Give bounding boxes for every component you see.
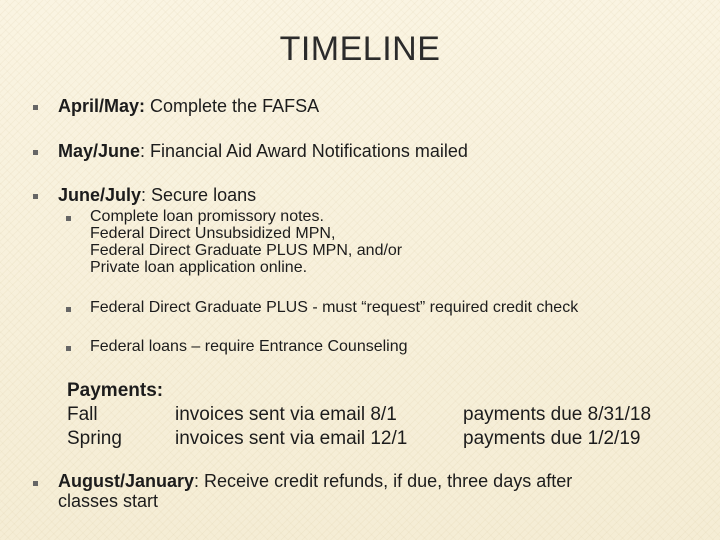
bullet-text-continued: classes start bbox=[58, 491, 159, 511]
bullet-text: : Receive credit refunds, if due, three days after bbox=[194, 471, 573, 491]
payments-invoice-spring: invoices sent via email 12/1 bbox=[175, 428, 408, 449]
sub-bullet-line: Federal Direct Graduate PLUS MPN, and/or bbox=[90, 242, 403, 259]
payments-term-spring: Spring bbox=[67, 428, 122, 449]
bullet-marker bbox=[33, 478, 38, 488]
payments-due-spring: payments due 1/2/19 bbox=[463, 428, 641, 449]
sub-bullet-marker bbox=[66, 213, 71, 223]
bullet-marker bbox=[33, 102, 38, 112]
payments-due-fall: payments due 8/31/18 bbox=[463, 404, 652, 425]
bullet-text: : Financial Aid Award Notifications mailed bbox=[140, 141, 468, 161]
bullet-heading: April/May: bbox=[58, 96, 146, 116]
bullet-marker bbox=[33, 191, 38, 201]
sub-bullet-marker bbox=[66, 343, 71, 353]
bullet-august-january bbox=[58, 471, 572, 511]
payments-term-fall: Fall bbox=[67, 404, 98, 425]
payments-heading bbox=[67, 379, 163, 403]
slide-title: TIMELINE bbox=[279, 30, 441, 68]
payments-heading-text: Payments: bbox=[67, 380, 164, 401]
bullet-april-may bbox=[58, 96, 319, 117]
bullet-text: : Secure loans bbox=[141, 185, 257, 205]
bullet-heading: May/June bbox=[58, 141, 141, 161]
bullet-text: Complete the FAFSA bbox=[145, 96, 320, 116]
payments-invoice-fall: invoices sent via email 8/1 bbox=[175, 404, 397, 425]
sub-bullet-grad-plus: Federal Direct Graduate PLUS - must “request” required credit check bbox=[90, 299, 579, 316]
bullet-heading: August/January bbox=[58, 471, 195, 491]
sub-bullet-line: Private loan application online. bbox=[90, 259, 308, 276]
sub-bullet-line: Federal Direct Unsubsidized MPN, bbox=[90, 225, 336, 242]
sub-bullet-marker bbox=[66, 304, 71, 314]
bullet-june-july bbox=[58, 185, 256, 206]
bullet-heading: June/July bbox=[58, 185, 142, 205]
sub-bullet-entrance: Federal loans – require Entrance Counseling bbox=[90, 338, 408, 355]
sub-bullet-line: Complete loan promissory notes. bbox=[90, 208, 324, 225]
sub-bullet-promissory bbox=[90, 208, 402, 276]
bullet-marker bbox=[33, 147, 38, 157]
bullet-may-june bbox=[58, 141, 468, 162]
